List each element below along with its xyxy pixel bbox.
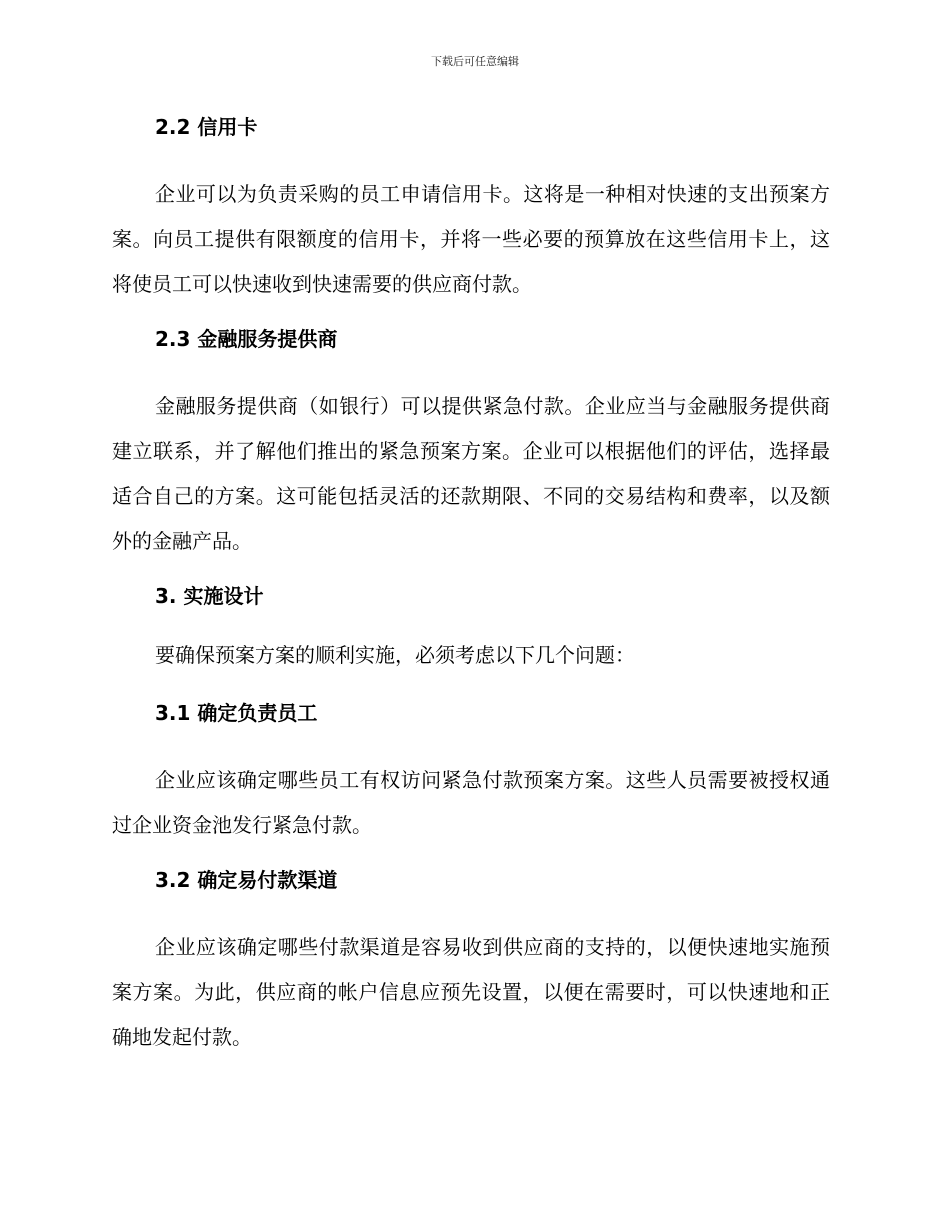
section-heading-financial-services: 2.3 金融服务提供商 — [155, 327, 338, 351]
paragraph-responsible-staff: 企业应该确定哪些员工有权访问紧急付款预案方案。这些人员需要被授权通过企业资金池发行紧急付款。 — [112, 768, 830, 837]
document-body — [112, 113, 830, 1078]
page-header-note: 下载后可任意编辑 — [431, 55, 519, 68]
paragraph-financial-services: 金融服务提供商（如银行）可以提供紧急付款。企业应当与金融服务提供商建立联系，并了解他们推出的紧急预案方案。企业可以根据他们的评估，选择最适合自己的方案。这可能包括灵活的还款期限、不同的交易结构和费率，以及额外的金融产品。 — [112, 394, 830, 553]
section-heading-payment-channels: 3.2 确定易付款渠道 — [155, 868, 338, 892]
paragraph-implementation-intro: 要确保预案方案的顺利实施，必须考虑以下几个问题： — [155, 643, 635, 667]
section-heading-credit-card: 2.2 信用卡 — [155, 115, 258, 139]
section-heading-implementation: 3. 实施设计 — [155, 584, 264, 608]
paragraph-credit-card: 企业可以为负责采购的员工申请信用卡。这将是一种相对快速的支出预案方案。向员工提供有限额度的信用卡，并将一些必要的预算放在这些信用卡上，这将使员工可以快速收到快速需要的供应商付款。 — [112, 182, 830, 296]
paragraph-payment-channels: 企业应该确定哪些付款渠道是容易收到供应商的支持的，以便快速地实施预案方案。为此，供应商的帐户信息应预先设置，以便在需要时，可以快速地和正确地发起付款。 — [112, 935, 830, 1049]
section-heading-responsible-staff: 3.1 确定负责员工 — [155, 701, 318, 725]
